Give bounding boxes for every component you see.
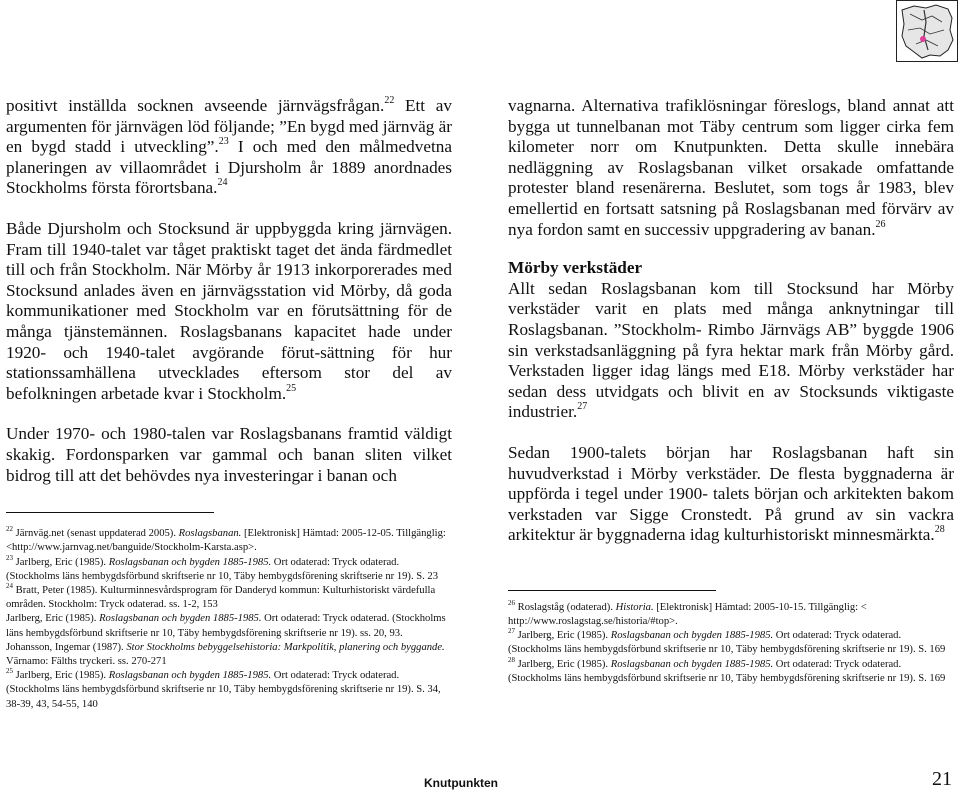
right-column: [508, 96, 954, 686]
footnotes-left: [6, 527, 452, 712]
right-paragraph-3: Sedan 1900-talets början har Roslagsbanan haft sin huvudverkstad i Mörby verkstäder. De flesta byggnaderna är uppförda i tegel under 1900- talets början och arkitekten bakom verkstaden var Sigge Cronstedt. På grund av sin vackra arkitektur är byggnaderna idag kulturhistoriskt minnesmärkta.$^{28}$: [508, 442, 954, 545]
footnote-divider: [508, 590, 716, 591]
left-paragraph-1: positivt inställda socknen avseende järnvägsfrågan.$^{22}$ Ett av argumenten för järnvägen löd följande; ”En bygd med järnväg är en bygd stadd i utveckling”.$^{23}$ I och med den målmedvetna planeringen av villaområdet i Djursholm år 1889 anordnades Stockholms första förortsbana.$^{24}$: [6, 95, 452, 198]
left-column: [6, 96, 452, 712]
footnote-24-b: Jarlberg, Eric (1985). Roslagsbanan och bygden 1885-1985. Ort odaterad: Tryck odaterad. (Stockholms läns hembygdsförbund skriftserie nr 10, Täby hembygdsförening skriftserie nr 19). ss. 20, 93.: [6, 613, 446, 639]
left-paragraph-3: Under 1970- och 1980-talen var Roslagsbanans framtid väldigt skakig. Fordonsparken var gammal och banan sliten vilket bidrog till att det behövdes nya investeringar i banan och: [6, 424, 452, 485]
footer-title: Knutpunkten: [424, 776, 498, 790]
footnote-23: $^{23}$ Jarlberg, Eric (1985). Roslagsbanan och bygden 1885-1985. Ort odaterad: Tryck odaterad. (Stockholms läns hembygdsförbund skriftserie nr 10, Täby hembygdsförening skriftserie nr 19). S. 23: [6, 553, 439, 582]
footnote-24-c: Johansson, Ingemar (1987). Stor Stockholms bebyggelsehistoria: Markpolitik, planering och byggande. Värnamo: Fälths tryckeri. ss. 270-271: [6, 641, 445, 667]
footnote-26: $^{26}$ Roslagståg (odaterad). Historia. [Elektronisk] Hämtad: 2005-10-15. Tillgänglig: < http://www.roslagstag.se/historia/#top>.: [508, 598, 867, 628]
footnote-25: $^{25}$ Jarlberg, Eric (1985). Roslagsbanan och bygden 1885-1985. Ort odaterad: Tryck odaterad. (Stockholms läns hembygdsförbund skriftserie nr 10, Täby hembygdsförening skriftserie nr 19). S. 34, 38-39, 43, 54-55, 140: [6, 667, 441, 710]
page-number: 21: [932, 768, 952, 790]
footnote-27: $^{27}$ Jarlberg, Eric (1985). Roslagsbanan och bygden 1885-1985. Ort odaterad: Tryck odaterad. (Stockholms läns hembygdsförbund skriftserie nr 10, Täby hembygdsförening skriftserie nr 19). S. 169: [508, 627, 946, 656]
footnotes-right: [508, 598, 954, 686]
map-thumbnail-icon: [896, 0, 958, 62]
footnote-divider: [6, 512, 214, 513]
footnote-28: $^{28}$ Jarlberg, Eric (1985). Roslagsbanan och bygden 1885-1985. Ort odaterad: Tryck odaterad. (Stockholms läns hembygdsförbund skriftserie nr 10, Täby hembygdsförening skriftserie nr 19). S. 169: [508, 655, 946, 684]
left-paragraph-2: Både Djursholm och Stocksund är uppbyggda kring järnvägen. Fram till 1940-talet var tåget praktiskt taget det ända färdmedlet till och från Stockholm. När Mörby år 1913 inkorporerades med Stocksund anlades även en järnvägsstation vid Mörby, då goda kommunikationer med Stockholm var en förutsättning för de många tjänstemännen. Roslagsbanans kapacitet hade under 1920- och 1940-talet avgörande förut-sättning för hur stationssamhällena utvecklades eftersom stor del av befolkningen arbetade kvar i Stockholm.$^{25}$: [6, 218, 452, 403]
right-paragraph-1: vagnarna. Alternativa trafiklösningar föreslogs, bland annat att bygga ut tunnelbanan mot Täby centrum som ligger cirka fem kilometer norr om Knutpunkten. Detta skulle innebära nedläggning av Roslagsbanan vilket orsakade omfattande protester bland resenärerna. Beslutet, som togs år 1983, blev emellertid en fortsatt satsning på Roslagsbanan med förvärv av nya fordon samt en successiv uppgradering av banan.$^{26}$: [508, 96, 954, 239]
section-heading: Mörby verkstäder: [508, 258, 643, 278]
right-paragraph-2: Allt sedan Roslagsbanan kom till Stocksund har Mörby verkstäder varit en plats med många anknytningar till Roslagsbanan. ”Stockholm- Rimbo Järnvägs AB” byggde 1906 sin verkstadsanläggning på fyra hektar mark från Mörby gård. Verkstaden ligger idag längs med E18. Mörby verkstäder har sedan dess utvidgats och blivit en av Stocksunds viktigaste industrier.$^{27}$: [508, 278, 954, 422]
footnote-22: $^{22}$ Järnväg.net (senast uppdaterad 2005). Roslagsbanan. [Elektronisk] Hämtad: 2005-12-05. Tillgänglig: <http://www.jarnvag.net/banguide/Stockholm-Karsta.asp>.: [6, 525, 446, 554]
footnote-24: $^{24}$ Bratt, Peter (1985). Kulturminnesvårdsprogram för Danderyd kommun: Kulturhistoriskt värdefulla områden. Stockholm: Tryck odaterad. ss. 1-2, 153: [6, 581, 436, 611]
